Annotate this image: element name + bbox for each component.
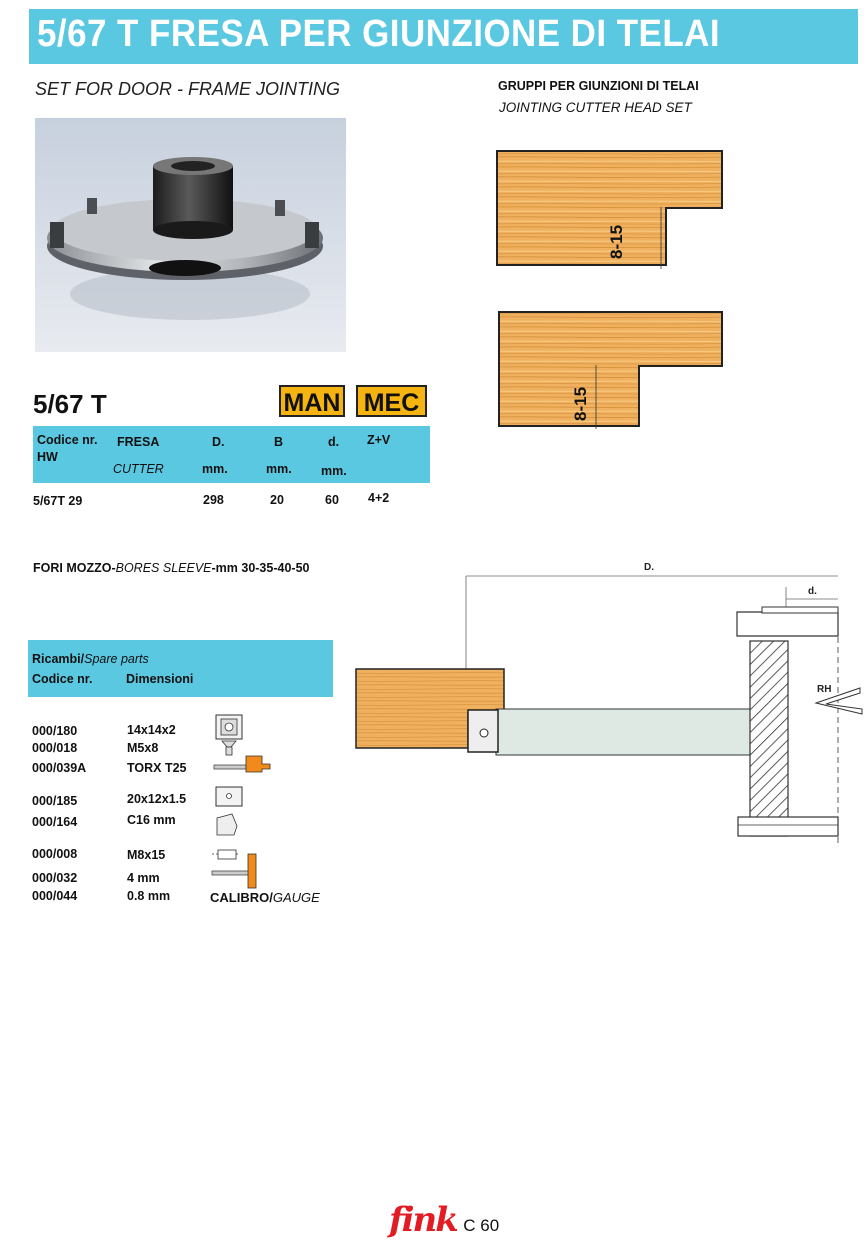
cutter-body [496,709,760,755]
col-cutter: CUTTER [113,462,164,476]
mec-badge: MEC [356,385,427,417]
gauge-label [210,890,320,905]
bores-line [33,561,309,575]
col-B: B [274,435,284,449]
part-dim: 4 mm [127,871,160,885]
man-badge: MAN [279,385,345,417]
part-code: 000/185 [32,794,78,808]
col-d-unit: mm. [321,464,347,478]
part-dim: M8x15 [127,848,166,862]
row-D: 298 [203,493,224,507]
col-code: Codice nr. [37,433,98,447]
part-code: 000/044 [32,889,78,903]
upper-depth-label: 8-15 [607,224,626,259]
row-code: 5/67T 29 [33,494,83,508]
gauge-label-en: GAUGE [272,890,320,905]
page-subtitle: SET FOR DOOR - FRAME JOINTING [35,79,340,99]
product-photo [35,118,346,352]
bores-values: -mm 30-35-40-50 [211,561,310,575]
col-fresa: FRESA [117,435,160,449]
gauge-label-it: CALIBRO/ [210,890,273,905]
part-dim: 20x12x1.5 [127,792,187,806]
set-title-it: GRUPPI PER GIUNZIONI DI TELAI [498,79,699,93]
torx-key-icon [214,756,270,772]
part-code: 000/018 [32,741,78,755]
col-D-unit: mm. [202,462,228,476]
col-part-code: Codice nr. [32,672,93,686]
page-title: 5/67 T FRESA PER GIUNZIONE DI TELAI [37,13,721,55]
set-title-en: JOINTING CUTTER HEAD SET [499,100,692,115]
part-dim: 0.8 mm [127,889,171,903]
part-code: 000/164 [32,815,78,829]
row-d: 60 [325,493,339,507]
spare-parts-header [28,640,333,695]
col-code-hw: HW [37,450,58,464]
part-dim: M5x8 [127,741,159,755]
part-code: 000/180 [32,724,78,738]
spec-table-header [33,426,430,481]
bores-label-en: BORES SLEEVE [115,561,212,575]
hub-section [750,641,788,836]
col-D: D. [212,435,225,449]
rectangular-insert-icon [216,787,242,806]
spare-parts-title-it: Ricambi/ [32,652,85,666]
lower-profile [499,312,722,426]
model-code: 5/67 T [33,389,107,419]
grub-screw-icon [212,850,240,859]
jointing-profiles [490,145,730,430]
brand-logo: fink [389,1200,457,1240]
part-dim: 14x14x2 [127,723,176,737]
countersunk-screw-icon [222,741,236,755]
row-zv: 4+2 [368,491,390,505]
page-footer [389,1200,499,1240]
part-code: 000/032 [32,871,78,885]
dim-D-label: D. [644,562,654,573]
spare-parts-rule [28,695,333,697]
bores-label-it: FORI MOZZO- [33,561,116,575]
col-part-dim: Dimensioni [126,672,194,686]
spare-parts-title-en: Spare parts [84,652,149,666]
lower-depth-label: 8-15 [571,386,590,421]
rotation-label: RH [817,684,832,695]
col-B-unit: mm. [266,462,292,476]
spare-part-icons [210,714,282,889]
square-insert-icon [216,715,242,739]
gib-wedge-icon [217,814,237,835]
title-bar [29,9,858,64]
col-d: d. [328,435,340,449]
dim-d-label: d. [808,586,817,597]
part-dim: TORX T25 [127,761,187,775]
part-dim: C16 mm [127,813,176,827]
page-number: C 60 [463,1216,500,1235]
tool-section-diagram [350,555,866,845]
part-code: 000/039A [32,761,87,775]
col-zv: Z+V [367,433,391,447]
spec-table-rule [33,481,430,483]
row-B: 20 [270,493,284,507]
part-code: 000/008 [32,847,78,861]
